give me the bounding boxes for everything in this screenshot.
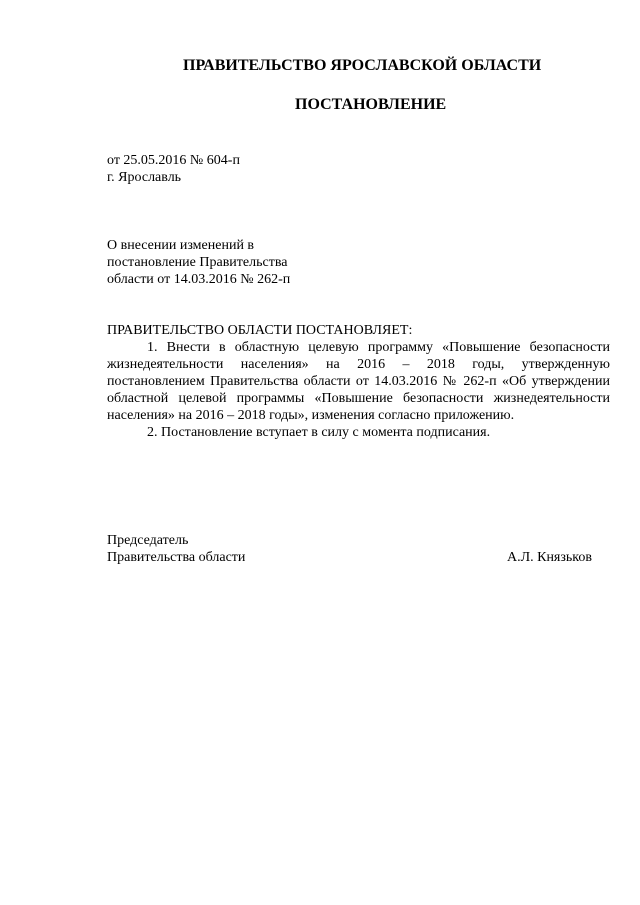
document-type-heading: ПОСТАНОВЛЕНИЕ xyxy=(295,96,447,113)
city: г. Ярославль xyxy=(107,170,182,185)
document-subject xyxy=(107,237,290,288)
decree-lead: ПРАВИТЕЛЬСТВО ОБЛАСТИ ПОСТАНОВЛЯЕТ: xyxy=(107,323,413,338)
subject-line: О внесении изменений в xyxy=(107,238,255,253)
authority-heading: ПРАВИТЕЛЬСТВО ЯРОСЛАВСКОЙ ОБЛАСТИ xyxy=(183,57,542,74)
subject-line: области от 14.03.2016 № 262-п xyxy=(107,272,291,287)
signatory-title-line2: Правительства области xyxy=(107,550,246,565)
date-number: от 25.05.2016 № 604-п xyxy=(107,153,240,168)
signatory-name: А.Л. Князьков xyxy=(507,550,592,565)
signatory-title-line1: Председатель xyxy=(107,533,189,548)
paragraph-2: 2. Постановление вступает в силу с момента подписания. xyxy=(147,425,491,440)
signature-row xyxy=(107,549,592,566)
document-body xyxy=(107,322,610,441)
subject-line: постановление Правительства xyxy=(107,255,288,270)
signature-block xyxy=(107,532,592,566)
document-meta xyxy=(107,152,240,186)
paragraph-1: 1. Внести в областную целевую программу «Повышение безопасности жизнедеятельности населения» на 2016 – 2018 годы, утвержденную постановлением Правительства области от 14.03.2016 № 262-п «Об утверждении областной целевой программы «Повышение безопасности жизнедеятельности населения» на 2016 – 2018 годы», изменения согласно приложению. xyxy=(107,340,610,423)
